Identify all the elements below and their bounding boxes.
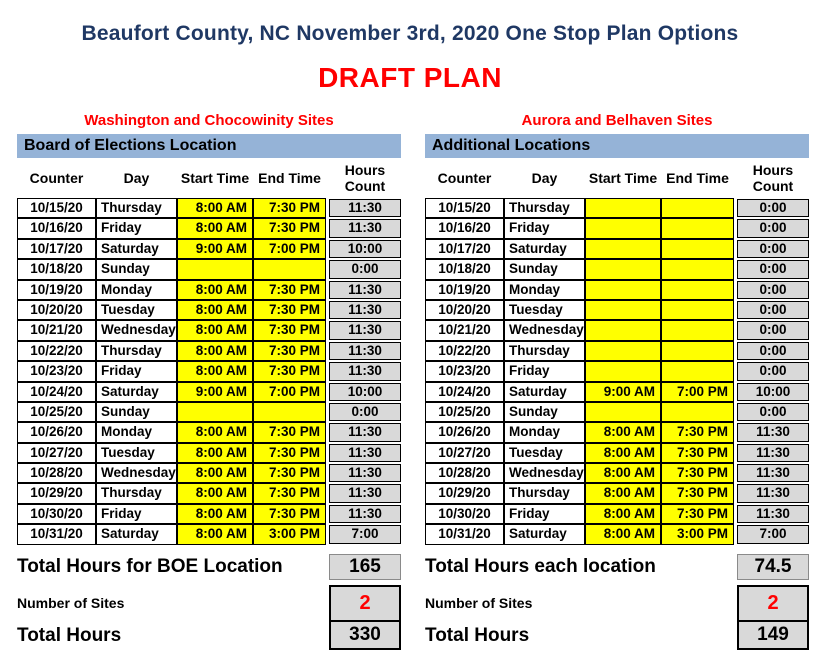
cell-hours-count: 7:00	[329, 525, 401, 543]
cell-hours-count: 0:00	[737, 260, 809, 278]
column-header-day: Day	[123, 170, 150, 186]
table-row	[17, 239, 401, 259]
summary-total-hours-location-label: Total Hours each location	[425, 555, 656, 577]
cell-hours-count-wrap	[737, 422, 809, 442]
cell-hours-count-wrap	[329, 422, 401, 442]
cell-hours-count: 11:30	[329, 199, 401, 217]
table-row	[17, 463, 401, 483]
cell-end-time[interactable]: 7:30 PM	[661, 463, 734, 483]
cell-end-time[interactable]: 7:30 PM	[253, 198, 326, 218]
cell-start-time[interactable]: 9:00 AM	[177, 239, 253, 259]
cell-counter-date: 10/18/20	[425, 259, 504, 279]
table-row	[17, 504, 401, 524]
cell-end-time[interactable]: 7:30 PM	[253, 320, 326, 340]
summary-number-of-sites-value: 2	[329, 585, 401, 622]
right-table-rows	[425, 198, 809, 545]
cell-start-time[interactable]	[177, 259, 253, 279]
table-row	[17, 483, 401, 503]
cell-start-time[interactable]	[585, 239, 661, 259]
cell-hours-count-wrap	[737, 280, 809, 300]
table-row	[425, 483, 809, 503]
cell-end-time[interactable]	[661, 280, 734, 300]
cell-hours-count: 10:00	[329, 240, 401, 258]
cell-start-time[interactable]: 8:00 AM	[585, 504, 661, 524]
cell-day: Wednesday	[96, 320, 177, 340]
cell-day: Tuesday	[96, 443, 177, 463]
summary-number-of-sites-row	[425, 585, 809, 622]
summary-total-hours-value: 149	[737, 622, 809, 650]
cell-counter-date: 10/19/20	[425, 280, 504, 300]
cell-hours-count: 10:00	[329, 383, 401, 401]
cell-hours-count: 11:30	[329, 342, 401, 360]
cell-counter-date: 10/31/20	[17, 524, 96, 544]
cell-end-time[interactable]: 7:30 PM	[253, 300, 326, 320]
cell-counter-date: 10/18/20	[17, 259, 96, 279]
cell-hours-count-wrap	[737, 504, 809, 524]
cell-counter-date: 10/27/20	[17, 443, 96, 463]
cell-hours-count: 11:30	[737, 444, 809, 462]
cell-end-time[interactable]: 7:30 PM	[253, 422, 326, 442]
cell-hours-count: 11:30	[737, 484, 809, 502]
cell-start-time[interactable]	[585, 402, 661, 422]
cell-hours-count-wrap	[329, 218, 401, 238]
cell-counter-date: 10/22/20	[425, 341, 504, 361]
cell-hours-count: 11:30	[329, 362, 401, 380]
cell-counter-date: 10/29/20	[17, 483, 96, 503]
cell-counter-date: 10/16/20	[17, 218, 96, 238]
summary-total-hours-label: Total Hours	[425, 624, 530, 646]
cell-start-time[interactable]: 8:00 AM	[177, 524, 253, 544]
cell-start-time[interactable]: 8:00 AM	[177, 443, 253, 463]
cell-end-time[interactable]: 7:30 PM	[661, 504, 734, 524]
summary-total-hours-value: 330	[329, 622, 401, 650]
summary-total-hours-location-row	[425, 552, 809, 582]
cell-hours-count-wrap	[737, 524, 809, 544]
cell-hours-count-wrap	[329, 361, 401, 381]
cell-day: Wednesday	[96, 463, 177, 483]
cell-hours-count-wrap	[737, 320, 809, 340]
cell-start-time[interactable]: 8:00 AM	[585, 483, 661, 503]
cell-day: Monday	[504, 422, 585, 442]
cell-end-time[interactable]: 7:30 PM	[253, 443, 326, 463]
table-row	[17, 443, 401, 463]
right-table-summary	[425, 552, 809, 650]
cell-hours-count: 10:00	[737, 383, 809, 401]
cell-hours-count-wrap	[329, 198, 401, 218]
cell-counter-date: 10/30/20	[17, 504, 96, 524]
cell-hours-count: 0:00	[737, 342, 809, 360]
cell-day: Friday	[96, 361, 177, 381]
cell-counter-date: 10/15/20	[17, 198, 96, 218]
cell-day: Friday	[96, 504, 177, 524]
cell-counter-date: 10/28/20	[425, 463, 504, 483]
column-header-end-time: End Time	[258, 170, 321, 186]
cell-end-time[interactable]	[661, 259, 734, 279]
cell-end-time[interactable]	[661, 402, 734, 422]
cell-hours-count: 0:00	[329, 403, 401, 421]
table-row	[17, 320, 401, 340]
column-header-counter: Counter	[29, 170, 84, 186]
cell-hours-count-wrap	[329, 524, 401, 544]
cell-day: Thursday	[96, 198, 177, 218]
cell-hours-count-wrap	[329, 280, 401, 300]
cell-start-time[interactable]: 8:00 AM	[177, 320, 253, 340]
cell-hours-count-wrap	[737, 259, 809, 279]
table-row	[17, 524, 401, 544]
cell-hours-count-wrap	[737, 361, 809, 381]
cell-end-time[interactable]: 7:30 PM	[253, 280, 326, 300]
cell-counter-date: 10/27/20	[425, 443, 504, 463]
cell-start-time[interactable]	[585, 280, 661, 300]
cell-hours-count: 0:00	[329, 260, 401, 278]
cell-end-time[interactable]: 7:30 PM	[253, 218, 326, 238]
cell-hours-count-wrap	[329, 341, 401, 361]
draft-plan-banner: DRAFT PLAN	[318, 62, 502, 93]
cell-start-time[interactable]	[585, 320, 661, 340]
summary-number-of-sites-row	[17, 585, 401, 622]
cell-start-time[interactable]: 9:00 AM	[177, 382, 253, 402]
summary-total-hours-location-row	[17, 552, 401, 582]
cell-end-time[interactable]	[661, 320, 734, 340]
cell-counter-date: 10/23/20	[17, 361, 96, 381]
cell-counter-date: 10/20/20	[17, 300, 96, 320]
cell-day: Monday	[504, 280, 585, 300]
cell-counter-date: 10/26/20	[17, 422, 96, 442]
column-header-hours-count: Hours Count	[752, 161, 794, 194]
cell-counter-date: 10/30/20	[425, 504, 504, 524]
cell-end-time[interactable]: 7:00 PM	[253, 382, 326, 402]
summary-total-hours-location-value: 165	[329, 554, 401, 580]
cell-counter-date: 10/31/20	[425, 524, 504, 544]
table-row	[425, 198, 809, 218]
column-header-hours-count: Hours Count	[344, 161, 386, 194]
cell-hours-count-wrap	[329, 483, 401, 503]
cell-day: Sunday	[504, 259, 585, 279]
cell-hours-count: 11:30	[329, 219, 401, 237]
cell-day: Sunday	[96, 402, 177, 422]
cell-day: Friday	[504, 218, 585, 238]
cell-hours-count: 11:30	[329, 505, 401, 523]
cell-counter-date: 10/26/20	[425, 422, 504, 442]
cell-start-time[interactable]: 8:00 AM	[177, 198, 253, 218]
cell-hours-count: 0:00	[737, 281, 809, 299]
cell-hours-count-wrap	[737, 402, 809, 422]
cell-start-time[interactable]: 8:00 AM	[585, 524, 661, 544]
cell-hours-count: 0:00	[737, 240, 809, 258]
cell-counter-date: 10/20/20	[425, 300, 504, 320]
cell-hours-count: 0:00	[737, 219, 809, 237]
left-table-rows	[17, 198, 401, 545]
cell-hours-count-wrap	[329, 504, 401, 524]
right-table-section-header: Additional Locations	[425, 134, 809, 158]
cell-end-time[interactable]: 7:00 PM	[661, 382, 734, 402]
table-row	[425, 218, 809, 238]
cell-day: Saturday	[96, 382, 177, 402]
cell-counter-date: 10/16/20	[425, 218, 504, 238]
left-table-caption: Washington and Chocowinity Sites	[84, 112, 334, 129]
cell-day: Tuesday	[96, 300, 177, 320]
cell-end-time[interactable]	[661, 300, 734, 320]
table-row	[425, 463, 809, 483]
additional-locations-table	[425, 110, 809, 650]
cell-day: Sunday	[96, 259, 177, 279]
cell-start-time[interactable]	[585, 218, 661, 238]
summary-total-hours-location-label: Total Hours for BOE Location	[17, 555, 283, 577]
cell-counter-date: 10/21/20	[17, 320, 96, 340]
summary-total-hours-label: Total Hours	[17, 624, 122, 646]
right-column-headers	[425, 158, 809, 198]
cell-counter-date: 10/21/20	[425, 320, 504, 340]
table-row	[17, 361, 401, 381]
cell-counter-date: 10/17/20	[425, 239, 504, 259]
column-header-start-time: Start Time	[180, 170, 250, 186]
table-row	[17, 280, 401, 300]
table-row	[425, 443, 809, 463]
cell-day: Monday	[96, 280, 177, 300]
cell-start-time[interactable]: 8:00 AM	[177, 504, 253, 524]
cell-hours-count: 0:00	[737, 199, 809, 217]
cell-hours-count: 0:00	[737, 403, 809, 421]
cell-counter-date: 10/24/20	[17, 382, 96, 402]
cell-counter-date: 10/19/20	[17, 280, 96, 300]
summary-total-hours-row	[17, 622, 401, 650]
left-column-headers	[17, 158, 401, 198]
cell-hours-count-wrap	[737, 483, 809, 503]
table-row	[17, 259, 401, 279]
cell-start-time[interactable]: 8:00 AM	[177, 463, 253, 483]
cell-end-time[interactable]: 7:00 PM	[253, 239, 326, 259]
cell-end-time[interactable]	[661, 239, 734, 259]
cell-hours-count: 11:30	[329, 301, 401, 319]
cell-hours-count: 11:30	[737, 464, 809, 482]
cell-day: Tuesday	[504, 443, 585, 463]
cell-end-time[interactable]	[661, 361, 734, 381]
table-row	[17, 422, 401, 442]
cell-hours-count: 11:30	[737, 423, 809, 441]
cell-start-time[interactable]	[585, 341, 661, 361]
cell-day: Thursday	[504, 483, 585, 503]
cell-day: Saturday	[504, 382, 585, 402]
table-row	[425, 239, 809, 259]
table-row	[17, 402, 401, 422]
cell-counter-date: 10/24/20	[425, 382, 504, 402]
cell-start-time[interactable]	[585, 300, 661, 320]
cell-hours-count: 11:30	[737, 505, 809, 523]
cell-hours-count-wrap	[737, 218, 809, 238]
cell-start-time[interactable]: 8:00 AM	[177, 280, 253, 300]
cell-end-time[interactable]: 3:00 PM	[661, 524, 734, 544]
cell-counter-date: 10/25/20	[17, 402, 96, 422]
cell-end-time[interactable]: 7:30 PM	[253, 361, 326, 381]
cell-counter-date: 10/23/20	[425, 361, 504, 381]
cell-day: Saturday	[96, 239, 177, 259]
column-header-start-time: Start Time	[588, 170, 658, 186]
table-row	[425, 361, 809, 381]
cell-day: Thursday	[504, 341, 585, 361]
cell-hours-count-wrap	[737, 239, 809, 259]
cell-end-time[interactable]: 7:30 PM	[661, 443, 734, 463]
cell-hours-count: 7:00	[737, 525, 809, 543]
table-row	[425, 320, 809, 340]
cell-counter-date: 10/22/20	[17, 341, 96, 361]
table-row	[17, 382, 401, 402]
cell-day: Wednesday	[504, 463, 585, 483]
cell-end-time[interactable]: 7:30 PM	[661, 422, 734, 442]
cell-end-time[interactable]: 3:00 PM	[253, 524, 326, 544]
cell-hours-count-wrap	[737, 382, 809, 402]
cell-end-time[interactable]	[661, 218, 734, 238]
right-table-caption: Aurora and Belhaven Sites	[521, 112, 713, 129]
cell-hours-count-wrap	[737, 443, 809, 463]
cell-hours-count: 11:30	[329, 281, 401, 299]
cell-start-time[interactable]: 8:00 AM	[177, 341, 253, 361]
cell-day: Friday	[96, 218, 177, 238]
cell-hours-count-wrap	[329, 320, 401, 340]
cell-start-time[interactable]: 8:00 AM	[177, 422, 253, 442]
cell-hours-count-wrap	[329, 239, 401, 259]
cell-start-time[interactable]: 8:00 AM	[585, 463, 661, 483]
summary-total-hours-row	[425, 622, 809, 650]
summary-number-of-sites-value: 2	[737, 585, 809, 622]
cell-start-time[interactable]: 8:00 AM	[177, 218, 253, 238]
cell-day: Saturday	[504, 524, 585, 544]
cell-counter-date: 10/17/20	[17, 239, 96, 259]
cell-start-time[interactable]: 8:00 AM	[585, 422, 661, 442]
cell-hours-count-wrap	[737, 341, 809, 361]
cell-day: Saturday	[96, 524, 177, 544]
cell-end-time[interactable]: 7:30 PM	[253, 483, 326, 503]
cell-hours-count: 0:00	[737, 321, 809, 339]
cell-hours-count: 11:30	[329, 464, 401, 482]
cell-end-time[interactable]	[253, 259, 326, 279]
cell-hours-count: 11:30	[329, 423, 401, 441]
cell-day: Thursday	[504, 198, 585, 218]
table-row	[17, 341, 401, 361]
cell-day: Friday	[504, 504, 585, 524]
table-row	[425, 422, 809, 442]
cell-hours-count-wrap	[737, 198, 809, 218]
cell-start-time[interactable]	[177, 402, 253, 422]
cell-end-time[interactable]: 7:30 PM	[253, 341, 326, 361]
table-row	[17, 218, 401, 238]
cell-hours-count-wrap	[329, 443, 401, 463]
cell-counter-date: 10/29/20	[425, 483, 504, 503]
table-row	[425, 341, 809, 361]
cell-start-time[interactable]: 8:00 AM	[177, 483, 253, 503]
cell-end-time[interactable]	[661, 341, 734, 361]
cell-hours-count-wrap	[329, 382, 401, 402]
cell-hours-count: 0:00	[737, 362, 809, 380]
cell-day: Wednesday	[504, 320, 585, 340]
column-header-end-time: End Time	[666, 170, 729, 186]
cell-end-time[interactable]	[661, 198, 734, 218]
left-table-summary	[17, 552, 401, 650]
cell-start-time[interactable]: 8:00 AM	[585, 443, 661, 463]
summary-total-hours-location-value: 74.5	[737, 554, 809, 580]
cell-start-time[interactable]	[585, 259, 661, 279]
column-header-counter: Counter	[437, 170, 492, 186]
cell-hours-count: 11:30	[329, 444, 401, 462]
cell-hours-count: 11:30	[329, 321, 401, 339]
cell-end-time[interactable]: 7:30 PM	[253, 504, 326, 524]
cell-hours-count: 11:30	[329, 484, 401, 502]
table-row	[17, 198, 401, 218]
cell-end-time[interactable]: 7:30 PM	[253, 463, 326, 483]
cell-counter-date: 10/28/20	[17, 463, 96, 483]
table-row	[17, 300, 401, 320]
left-table-section-header: Board of Elections Location	[17, 134, 401, 158]
table-row	[425, 259, 809, 279]
cell-hours-count-wrap	[329, 463, 401, 483]
cell-start-time[interactable]: 9:00 AM	[585, 382, 661, 402]
cell-day: Sunday	[504, 402, 585, 422]
cell-counter-date: 10/25/20	[425, 402, 504, 422]
cell-day: Monday	[96, 422, 177, 442]
cell-hours-count-wrap	[329, 402, 401, 422]
cell-start-time[interactable]	[585, 198, 661, 218]
cell-hours-count-wrap	[737, 463, 809, 483]
cell-start-time[interactable]: 8:00 AM	[177, 361, 253, 381]
cell-hours-count-wrap	[329, 259, 401, 279]
cell-day: Tuesday	[504, 300, 585, 320]
page-title: Beaufort County, NC November 3rd, 2020 One Stop Plan Options	[81, 22, 739, 45]
cell-start-time[interactable]	[585, 361, 661, 381]
table-row	[425, 280, 809, 300]
table-row	[425, 402, 809, 422]
cell-end-time[interactable]: 7:30 PM	[661, 483, 734, 503]
cell-hours-count-wrap	[737, 300, 809, 320]
summary-number-of-sites-label: Number of Sites	[425, 595, 533, 612]
tables-container	[17, 110, 820, 650]
cell-day: Thursday	[96, 483, 177, 503]
cell-day: Friday	[504, 361, 585, 381]
cell-end-time[interactable]	[253, 402, 326, 422]
cell-start-time[interactable]: 8:00 AM	[177, 300, 253, 320]
table-row	[425, 382, 809, 402]
boe-location-table	[17, 110, 401, 650]
cell-day: Saturday	[504, 239, 585, 259]
cell-hours-count: 0:00	[737, 301, 809, 319]
column-header-day: Day	[531, 170, 558, 186]
table-row	[425, 504, 809, 524]
cell-counter-date: 10/15/20	[425, 198, 504, 218]
cell-day: Thursday	[96, 341, 177, 361]
table-row	[425, 524, 809, 544]
cell-hours-count-wrap	[329, 300, 401, 320]
summary-number-of-sites-label: Number of Sites	[17, 595, 125, 612]
table-row	[425, 300, 809, 320]
